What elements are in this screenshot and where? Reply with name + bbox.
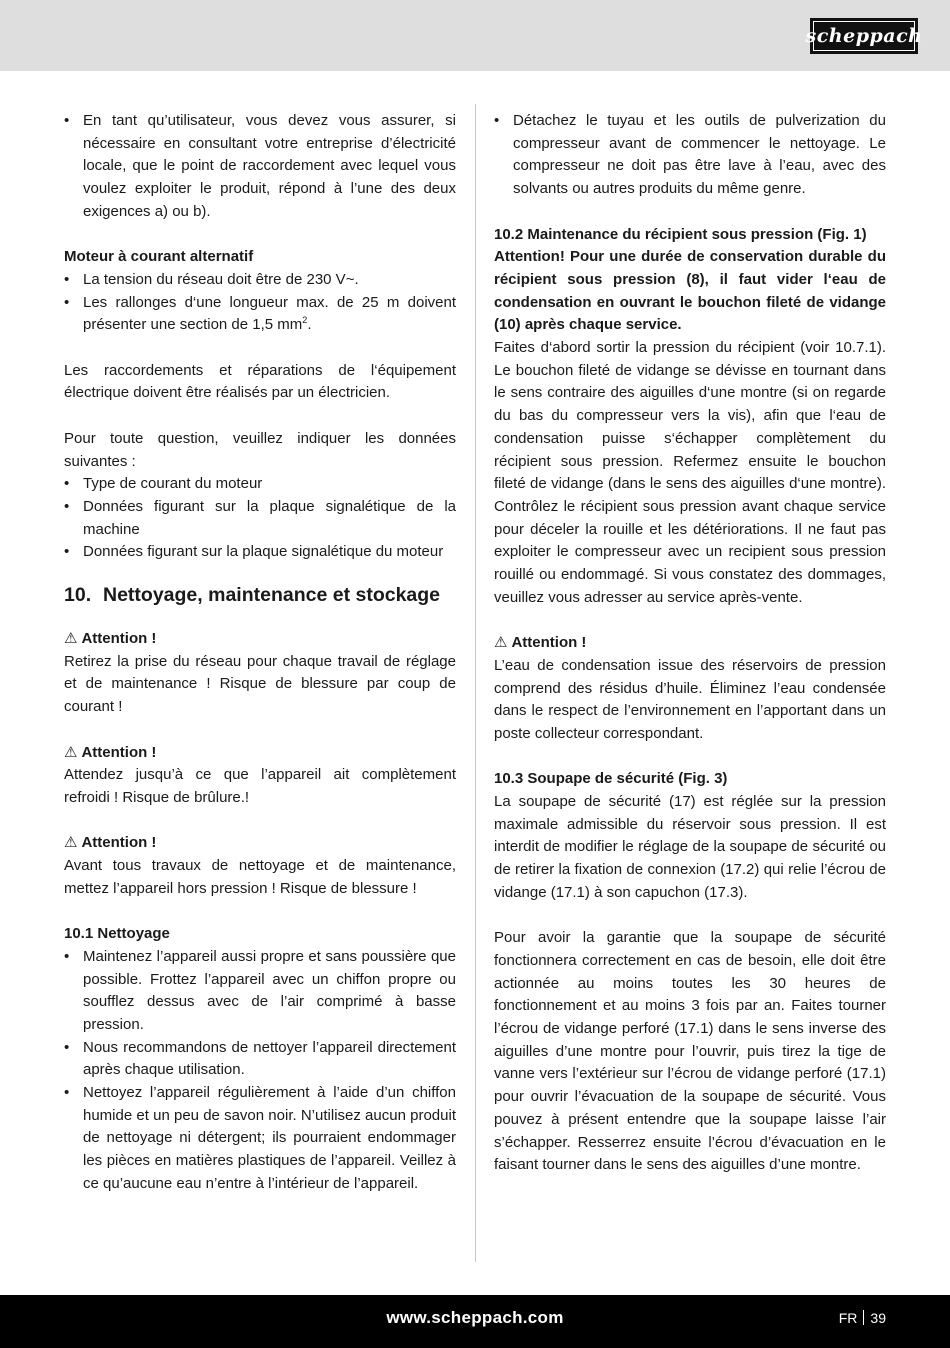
pressure-paragraph: Faites d‘abord sortir la pression du récipient (voir 10.7.1). Le bouchon fileté de vidange se dévisse en tournant dans le sens contraire des aiguilles d‘une montre (si on regarde du bas du compresseur vers la vis), afin que l‘eau de condensation puisse s‘échapper complètement du récipient sous pression. Refermez ensuite le bouchon fileté de vidange (dans le sens des aiguilles d‘une montre). Contrôlez le récipient sous pression avant chaque service pour déceler la rouille et les détériorations. Il ne faut pas exploiter le compresseur avec un recipient sous pression rouillé ou endommagé. Si vous constatez des dommages, veuillez vous adresser au service après-vente. <box>494 339 886 606</box>
language-code: FR <box>838 1310 858 1326</box>
pressure-heading: 10.2 Maintenance du récipient sous pression (Fig. 1) <box>494 225 867 243</box>
list-item: • Type de courant du moteur <box>64 473 456 496</box>
section-title: Nettoyage, maintenance et stockage <box>103 584 441 607</box>
header-bar <box>0 0 950 71</box>
warning-heading <box>64 628 456 651</box>
list-item: • En tant qu’utilisateur, vous devez vous assurer, si nécessaire en consultant votre entreprise d’électricité locale, que le point de raccordement avec lequel vous voulez exploiter le produit, répond à l’une des deux exigences a) ou b). <box>64 110 456 224</box>
list-item: • Données figurant sur la plaque signalétique de la machine <box>64 496 456 541</box>
warning-triangle-icon: ⚠ <box>64 743 78 761</box>
list-item-end: . <box>307 316 312 334</box>
list-item: • La tension du réseau doit être de 230 V~. <box>64 269 456 292</box>
valve-paragraph: La soupape de sécurité (17) est réglée sur la pression maximale admissible du réservoir sous pression. Il est interdit de modifier le réglage de la soupape de sécurité ou de retirer la fixation de connexion (17.2) qui relie l’écrou de vidange (17.1) à son capuchon (17.3). <box>494 793 886 901</box>
question-paragraph: Pour toute question, veuillez indiquer les données suivantes : <box>64 429 456 470</box>
list-item-text: Les rallonges d‘une longueur max. de 25 m doivent présenter une section de 1,5 mm <box>83 293 456 334</box>
list-item: • Nettoyez l’appareil régulièrement à l’aide d’un chiffon humide et un peu de savon noir. N’utilisez aucun produit de nettoyage ni détergent; ils pourraient endommager les pièces en matières plastiques de l’appareil. Veillez à ce qu’aucune eau n’entre à l’intérieur de l’appareil. <box>64 1082 456 1196</box>
warning-heading <box>64 832 456 855</box>
page-indicator <box>839 1310 886 1326</box>
warning-label: Attention ! <box>511 634 587 652</box>
page-number: 39 <box>870 1310 886 1326</box>
column-divider <box>475 104 476 1262</box>
warning-triangle-icon: ⚠ <box>64 630 78 648</box>
intro-list <box>64 110 456 224</box>
warning-triangle-icon: ⚠ <box>494 634 508 652</box>
warning-triangle-icon: ⚠ <box>64 834 78 852</box>
cleaning-heading: 10.1 Nettoyage <box>64 925 170 943</box>
ac-motor-heading: Moteur à courant alternatif <box>64 248 254 266</box>
section-heading <box>64 584 456 607</box>
warning-text: Retirez la prise du réseau pour chaque travail de réglage et de maintenance ! Risque de blessure par coup de courant ! <box>64 652 456 716</box>
guarantee-paragraph: Pour avoir la garantie que la soupape de sécurité fonctionnera correctement en cas de besoin, elle doit être actionnée au moins toutes les 30 heures de fonctionnement et au moins 3 fois par an. Faites tourner l’écrou de vidange perforé (17.1) dans le sens inverse des aiguilles d’une montre pour l’ouvrir, puis tirez la tige de vanne vers l’extérieur sur l’écrou de vidange perforé (17.1) pour ouvrir l’évacuation de la soupape de sécurité. Vous pouvez à présent entendre que la soupape laisse l’air s’échapper. Resserrez ensuite l’écrou d’évacuation en le faisant tourner dans le sens des aiguilles d’une montre. <box>494 929 886 1174</box>
list-item: • Nous recommandons de nettoyer l’appareil directement après chaque utilisation. <box>64 1037 456 1082</box>
warning-text: Attendez jusqu’à ce que l’appareil ait complètement refroidi ! Risque de brûlure.! <box>64 766 456 806</box>
repairs-paragraph: Les raccordements et réparations de l‘équipement électrique doivent être réalisés par un électricien. <box>64 361 456 402</box>
right-column <box>494 110 886 1177</box>
pressure-attention: Attention! Pour une durée de conservation durable du récipient sous pression (8), il faut vider l‘eau de condensation en ouvrant le bouchon fileté de vidange (10) après chaque service. <box>494 248 886 334</box>
list-item: • Maintenez l’appareil aussi propre et sans poussière que possible. Frottez l’appareil avec un chiffon propre ou soufflez dessus avec de l’air comprimé à basse pression. <box>64 946 456 1037</box>
warning-text: Avant tous travaux de nettoyage et de maintenance, mettez l’appareil hors pression ! Risque de blessure ! <box>64 857 456 897</box>
warning-heading <box>494 632 886 655</box>
left-column <box>64 110 456 1196</box>
list-item: • Données figurant sur la plaque signalétique du moteur <box>64 541 456 564</box>
question-list <box>64 473 456 564</box>
footer-bar <box>0 1295 950 1348</box>
website-link[interactable]: www.scheppach.com <box>386 1308 564 1327</box>
warning-label: Attention ! <box>81 630 157 648</box>
warning-label: Attention ! <box>81 834 157 852</box>
warning-label: Attention ! <box>81 743 157 761</box>
warning-heading <box>64 742 456 765</box>
detach-list <box>494 110 886 201</box>
section-number: 10. <box>64 584 92 607</box>
superscript: 2 <box>302 315 308 326</box>
ac-motor-list <box>64 269 456 337</box>
valve-heading: 10.3 Soupape de sécurité (Fig. 3) <box>494 770 728 788</box>
brand-logo: scheppach <box>810 18 918 54</box>
list-item <box>64 292 456 337</box>
page-separator <box>863 1310 864 1325</box>
cleaning-list <box>64 946 456 1196</box>
list-item: • Détachez le tuyau et les outils de pulverization du compresseur avant de commencer le nettoyage. Le compresseur ne doit pas être lave à l’eau, avec des solvants ou autres produits du même genre. <box>494 110 886 201</box>
condensation-paragraph: L’eau de condensation issue des réservoirs de pression comprend des résidus d’huile. Éliminez l’eau condensée dans le respect de l’environnement en l’apportant dans un poste collecteur correspondant. <box>494 656 886 742</box>
